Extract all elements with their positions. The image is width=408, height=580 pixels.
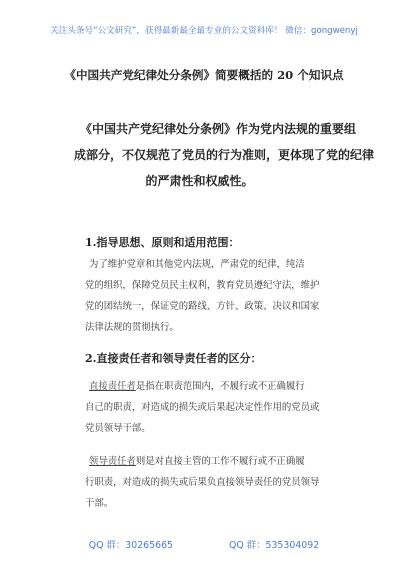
section1-paragraph (85, 254, 335, 338)
section2-leader-line (85, 451, 335, 472)
footer-qq-group-1: QQ 群：30265665 (88, 540, 174, 551)
intro-line: 的严肃性和权威性。 (145, 174, 254, 188)
section1-line: 党的组织，保障党员民主权利，教育党员遵纪守法，维护 (85, 280, 320, 291)
section2-leader-paragraph (85, 451, 335, 514)
section2-leader-line: 干部。 (85, 498, 114, 509)
intro-line: 《中国共产党纪律处分条例》作为党内法规的重要组 (80, 122, 357, 136)
section2-leader-line: 行职责，对造成的损失或后果负直接领导责任的党员领导 (85, 477, 320, 488)
section2-direct-line: 自己的职责，对造成的损失或后果起决定性作用的党员或 (85, 402, 320, 413)
leader-term: 领导责任者 (89, 456, 136, 467)
footer-qq-group-2: QQ 群：535304092 (229, 540, 320, 551)
intro-paragraph (74, 116, 375, 194)
direct-text: 是指在职责范围内，不履行或不正确履行 (135, 381, 305, 392)
section2-direct-paragraph (85, 376, 335, 439)
section2-direct-line (85, 376, 335, 397)
section2-direct-line: 党员领导干部。 (85, 423, 151, 434)
section2-heading: 2.直接责任者和领导责任者的区分： (85, 352, 262, 365)
header-promo: 关注头条号“公文研究”，获得最新最全最专业的公文资料库！ 微信：gongwenyj (50, 26, 358, 36)
section1-line: 党的团结统一，保证党的路线、方针、政策、决议和国家 (85, 301, 320, 312)
direct-term: 直接责任者 (89, 381, 136, 392)
leader-text: 则是对直接主管的工作不履行或不正确履 (135, 456, 305, 467)
document-title: 《中国共产党纪律处分条例》简要概括的 20 个知识点 (64, 68, 344, 82)
intro-line: 成部分，不仅规范了党员的行为准则，更体现了党的纪律 (74, 148, 375, 162)
section1-line: 为了维护党章和其他党内法规，严肃党的纪律，纯洁 (89, 259, 305, 270)
section1-line: 法律法规的贯彻执行。 (85, 322, 179, 333)
footer (0, 537, 408, 551)
section1-heading: 1.指导思想、原则和适用范围： (85, 236, 240, 249)
